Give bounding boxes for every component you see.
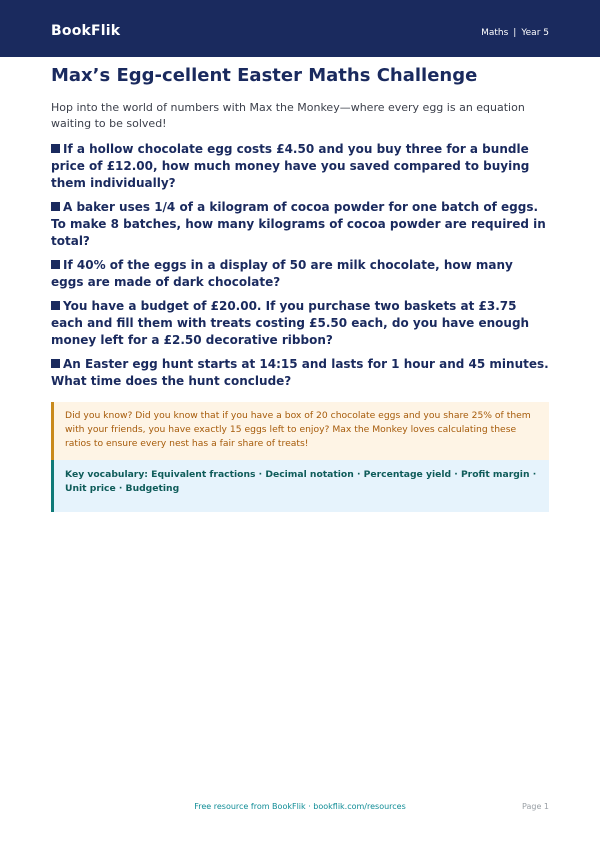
header-meta (481, 28, 549, 38)
question-text: A baker uses 1/4 of a kilogram of cocoa powder for one batch of eggs. To make 8 batches, how many kilograms of cocoa powder are required in total? (51, 200, 546, 248)
question-text: If 40% of the eggs in a display of 50 are milk chocolate, how many eggs are made of dark chocolate? (51, 258, 513, 289)
question-text: You have a budget of £20.00. If you purchase two baskets at £3.75 each and fill them with treats costing £5.50 each, do you have enough money left for a £2.50 decorative ribbon? (51, 299, 530, 347)
square-bullet-icon (51, 359, 60, 368)
footer-link[interactable]: Free resource from BookFlik · bookflik.com/resources (194, 802, 406, 811)
year-label: Year 5 (521, 28, 549, 38)
did-you-know-callout: Did you know? Did you know that if you have a box of 20 chocolate eggs and you share 25% of them with your friends, you have exactly 15 eggs left to enjoy? Max the Monkey loves calculating these ratios to ensure every nest has a fair share of treats! (51, 402, 549, 460)
page-title: Max’s Egg-cellent Easter Maths Challenge (51, 65, 478, 86)
question-item (51, 257, 549, 291)
question-list (51, 141, 549, 390)
question-item (51, 199, 549, 250)
subject-label: Maths (481, 28, 509, 38)
square-bullet-icon (51, 202, 60, 211)
question-item (51, 141, 549, 192)
page-number: Page 1 (522, 802, 549, 811)
square-bullet-icon (51, 260, 60, 269)
square-bullet-icon (51, 144, 60, 153)
square-bullet-icon (51, 301, 60, 310)
worksheet-content (51, 64, 549, 512)
key-vocabulary-box: Key vocabulary: Equivalent fractions · Decimal notation · Percentage yield · Profit margin · Unit price · Budgeting (51, 460, 549, 512)
brand-logo[interactable]: BookFlik (51, 23, 121, 39)
question-item (51, 298, 549, 349)
meta-separator: | (513, 28, 517, 38)
question-text: An Easter egg hunt starts at 14:15 and lasts for 1 hour and 45 minutes. What time does the hunt conclude? (51, 357, 549, 388)
intro-text: Hop into the world of numbers with Max the Monkey—where every egg is an equation waiting to be solved! (51, 101, 525, 130)
question-text: If a hollow chocolate egg costs £4.50 and you buy three for a bundle price of £12.00, how much money have you saved compared to buying them individually? (51, 142, 530, 190)
question-item (51, 356, 549, 390)
header-bar (0, 0, 600, 57)
